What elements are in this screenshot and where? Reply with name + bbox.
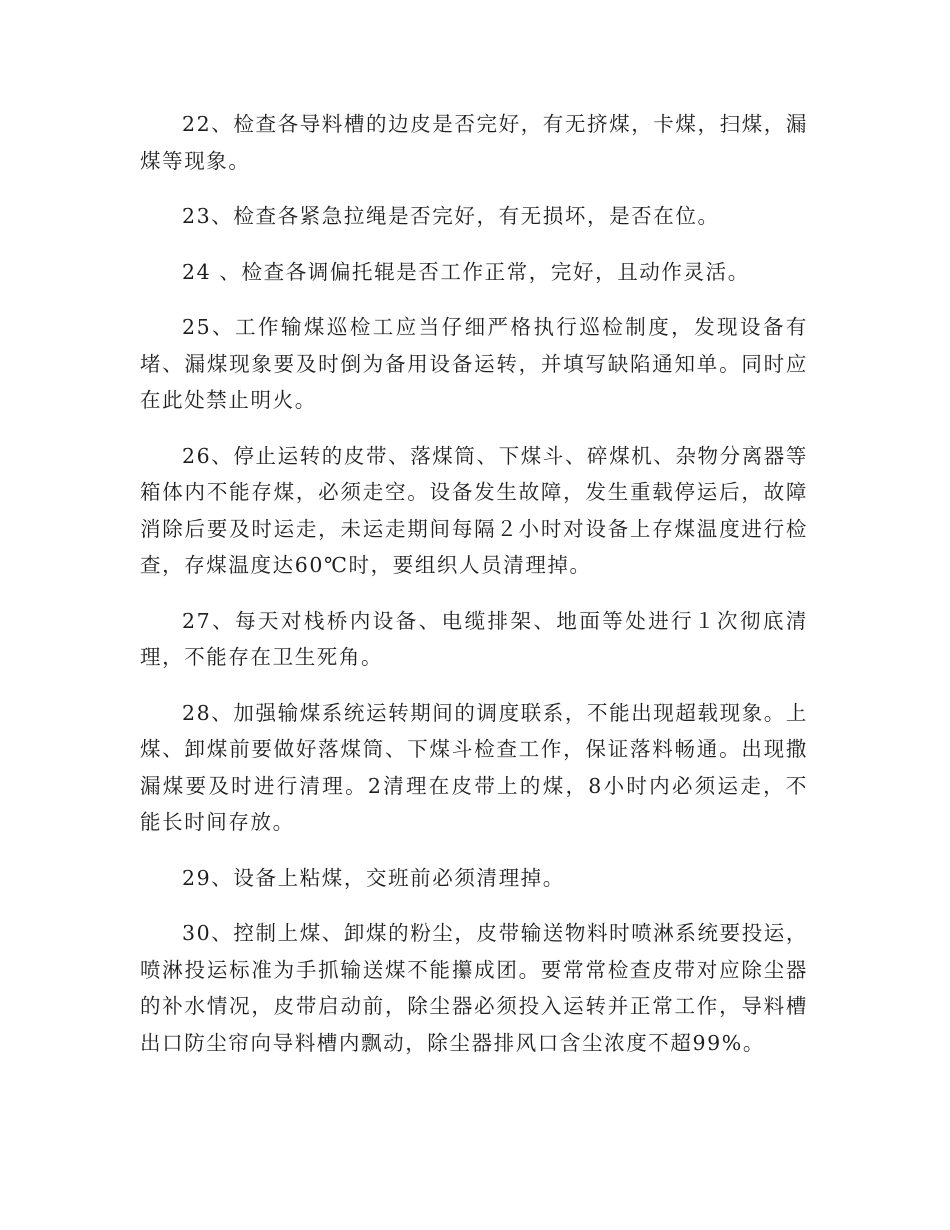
paragraph-item-22: 22、检查各导料槽的边皮是否完好，有无挤煤，卡煤，扫煤，漏煤等现象。	[140, 112, 808, 173]
paragraph-item-29: 29、设备上粘煤，交班前必须清理掉。	[182, 865, 565, 890]
paragraph-item-26: 26、停止运转的皮带、落煤筒、下煤斗、碎煤机、杂物分离器等箱体内不能存煤，必须走空。设备发生故障，发生重载停运后，故障消除后要及时运走，未运走期间每隔２小时对设备上存煤温度进行检查，存煤温度达60℃时，要组织人员清理掉。	[140, 443, 808, 577]
paragraph-item-24: 24 、检查各调偏托辊是否工作正常，完好，且动作灵活。	[182, 259, 750, 284]
document-body	[140, 106, 808, 1061]
paragraph-item-30: 30、控制上煤、卸煤的粉尘，皮带输送物料时喷淋系统要投运，喷淋投运标准为手抓输送煤不能攥成团。要常常检查皮带对应除尘器的补水情况，皮带启动前，除尘器必须投入运转并正常工作，导料槽出口防尘帘向导料槽内飘动，除尘器排风口含尘浓度不超99%。	[140, 921, 808, 1055]
paragraph-item-25: 25、工作输煤巡检工应当仔细严格执行巡检制度，发现设备有堵、漏煤现象要及时倒为备用设备运转，并填写缺陷通知单。同时应在此处禁止明火。	[140, 315, 808, 412]
paragraph-item-27: 27、每天对栈桥内设备、电缆排架、地面等处进行１次彻底清理，不能存在卫生死角。	[140, 608, 808, 669]
paragraph-item-23: 23、检查各紧急拉绳是否完好，有无损坏，是否在位。	[182, 204, 720, 228]
paragraph-item-28: 28、加强输煤系统运转期间的调度联系，不能出现超载现象。上煤、卸煤前要做好落煤筒、下煤斗检查工作，保证落料畅通。出现撒漏煤要及时进行清理。2清理在皮带上的煤，8小时内必须运走，不能长时间存放。	[140, 700, 808, 834]
